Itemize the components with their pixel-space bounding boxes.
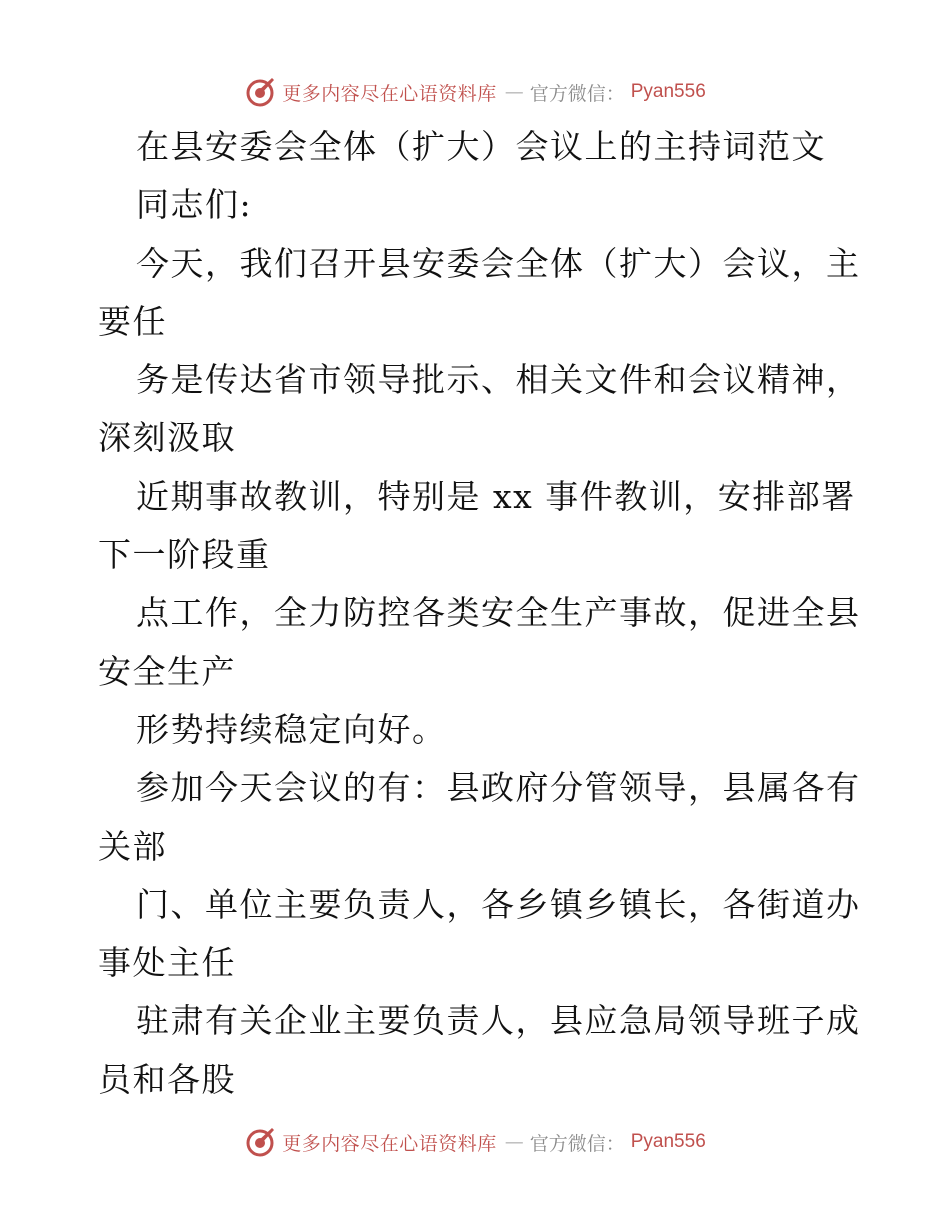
paragraph-line: 驻肃有关企业主要负责人，县应急局领导班子成 xyxy=(136,1001,861,1041)
paragraph-line: 形势持续稳定向好。 xyxy=(136,709,447,749)
watermark-label: 官方微信： xyxy=(529,1132,625,1155)
paragraph-line: 员和各股 xyxy=(98,1059,236,1099)
watermark-wechat-id: Pyan556 xyxy=(630,81,706,102)
document-title: 在县安委会全体（扩大）会议上的主持词范文 xyxy=(136,127,826,166)
paragraph-line: 近期事故教训，特别是 xx 事件教训，安排部署 xyxy=(136,476,856,516)
paragraph-line: 事处主任 xyxy=(98,943,236,983)
watermark-separator: — xyxy=(504,81,522,103)
paragraph-line: 门、单位主要负责人，各乡镇乡镇长，各街道办 xyxy=(136,884,861,924)
paragraph-line: 深刻汲取 xyxy=(98,418,236,458)
watermark-site-text: 更多内容尽在心语资料库 xyxy=(282,82,497,105)
paragraph-line: 安全生产 xyxy=(98,651,236,691)
watermark-site-text: 更多内容尽在心语资料库 xyxy=(282,1132,497,1155)
watermark-wechat-id: Pyan556 xyxy=(630,1131,706,1152)
watermark-separator: — xyxy=(504,1131,522,1153)
document-body xyxy=(98,118,861,1109)
paragraph-line: 下一阶段重 xyxy=(98,535,271,575)
paragraph-line: 关部 xyxy=(98,826,167,866)
paragraph-line: 今天，我们召开县安委会全体（扩大）会议，主 xyxy=(136,243,861,283)
watermark-label: 官方微信： xyxy=(529,82,625,105)
footer-watermark xyxy=(0,1122,950,1162)
quill-seal-icon xyxy=(244,1126,276,1158)
paragraph-line: 要任 xyxy=(98,301,167,341)
quill-seal-icon xyxy=(244,76,276,108)
paragraph-line: 务是传达省市领导批示、相关文件和会议精神， xyxy=(136,360,861,400)
paragraph-line: 同志们: xyxy=(136,185,253,225)
header-watermark xyxy=(0,72,950,112)
paragraph-line: 点工作，全力防控各类安全生产事故，促进全县 xyxy=(136,593,861,633)
paragraph-line: 参加今天会议的有：县政府分管领导，县属各有 xyxy=(136,768,861,808)
